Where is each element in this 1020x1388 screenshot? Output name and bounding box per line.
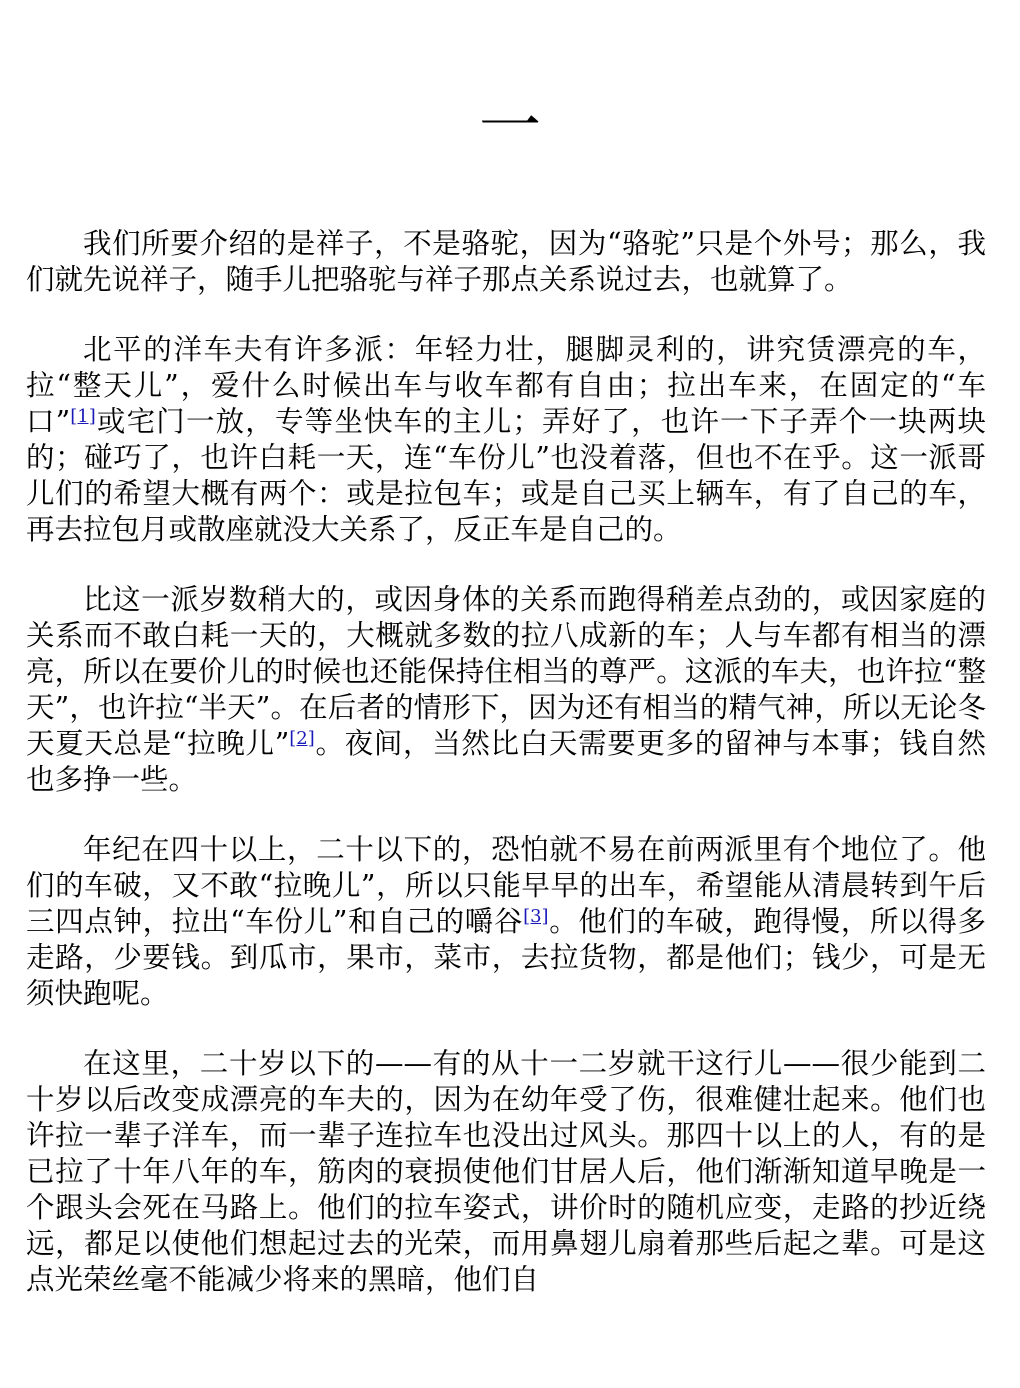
- chapter-title: 一: [478, 89, 541, 162]
- paragraph-3: [26, 582, 986, 798]
- paragraph-text: 我们所要介绍的是祥子，不是骆驼，因为“骆驼”只是个外号；那么，我们就先说祥子，随手儿把骆驼与祥子那点关系说过去，也就算了。: [26, 227, 986, 296]
- paragraph-4: [26, 832, 986, 1012]
- footnote-link-1[interactable]: [1]: [70, 406, 96, 427]
- paragraph-text: 北平的洋车夫有许多派：年轻力壮，腿脚灵利的，讲究赁漂亮的车，拉“整天儿”，爱什么时候出车与收车都有自由；拉出车来，在固定的“车口”: [26, 333, 986, 438]
- paragraph-text: 或宅门一放，专等坐快车的主儿；弄好了，也许一下子弄个一块两块的；碰巧了，也许白耗一天，连“车份儿”也没着落，但也不在乎。这一派哥儿们的希望大概有两个：或是拉包车；或是自己买上辆车，有了自己的车，再去拉包月或散座就没大关系了，反正车是自己的。: [26, 405, 986, 546]
- paragraph-text: 。夜间，当然比白天需要更多的留神与本事；钱自然也多挣一些。: [26, 727, 986, 796]
- paragraph-2: [26, 332, 986, 548]
- paragraph-text: 年纪在四十以上，二十以下的，恐怕就不易在前两派里有个地位了。他们的车破，又不敢“拉晚儿”，所以只能早早的出车，希望能从清晨转到午后三四点钟，拉出“车份儿”和自己的嚼谷: [26, 833, 986, 938]
- footnote-link-3[interactable]: [3]: [523, 906, 549, 927]
- paragraph-1: [26, 226, 986, 298]
- chapter-body: [26, 226, 986, 1332]
- footnote-link-2[interactable]: [2]: [289, 728, 315, 749]
- paragraph-5: [26, 1046, 986, 1298]
- paragraph-text: 。他们的车破，跑得慢，所以得多走路，少要钱。到瓜市，果市，菜市，去拉货物，都是他们；钱少，可是无须快跑呢。: [26, 905, 986, 1010]
- paragraph-text: 比这一派岁数稍大的，或因身体的关系而跑得稍差点劲的，或因家庭的关系而不敢白耗一天的，大概就多数的拉八成新的车；人与车都有相当的漂亮，所以在要价儿的时候也还能保持住相当的尊严。这派的车夫，也许拉“整天”，也许拉“半天”。在后者的情形下，因为还有相当的精气神，所以无论冬天夏天总是“拉晚儿”: [26, 583, 986, 760]
- paragraph-text: 在这里，二十岁以下的——有的从十一二岁就干这行儿——很少能到二十岁以后改变成漂亮的车夫的，因为在幼年受了伤，很难健壮起来。他们也许拉一辈子洋车，而一辈子连拉车也没出过风头。那四十以上的人，有的是已拉了十年八年的车，筋肉的衰损使他们甘居人后，他们渐渐知道早晚是一个跟头会死在马路上。他们的拉车姿式，讲价时的随机应变，走路的抄近绕远，都足以使他们想起过去的光荣，而用鼻翅儿扇着那些后起之辈。可是这点光荣丝毫不能减少将来的黑暗，他们自: [26, 1047, 986, 1296]
